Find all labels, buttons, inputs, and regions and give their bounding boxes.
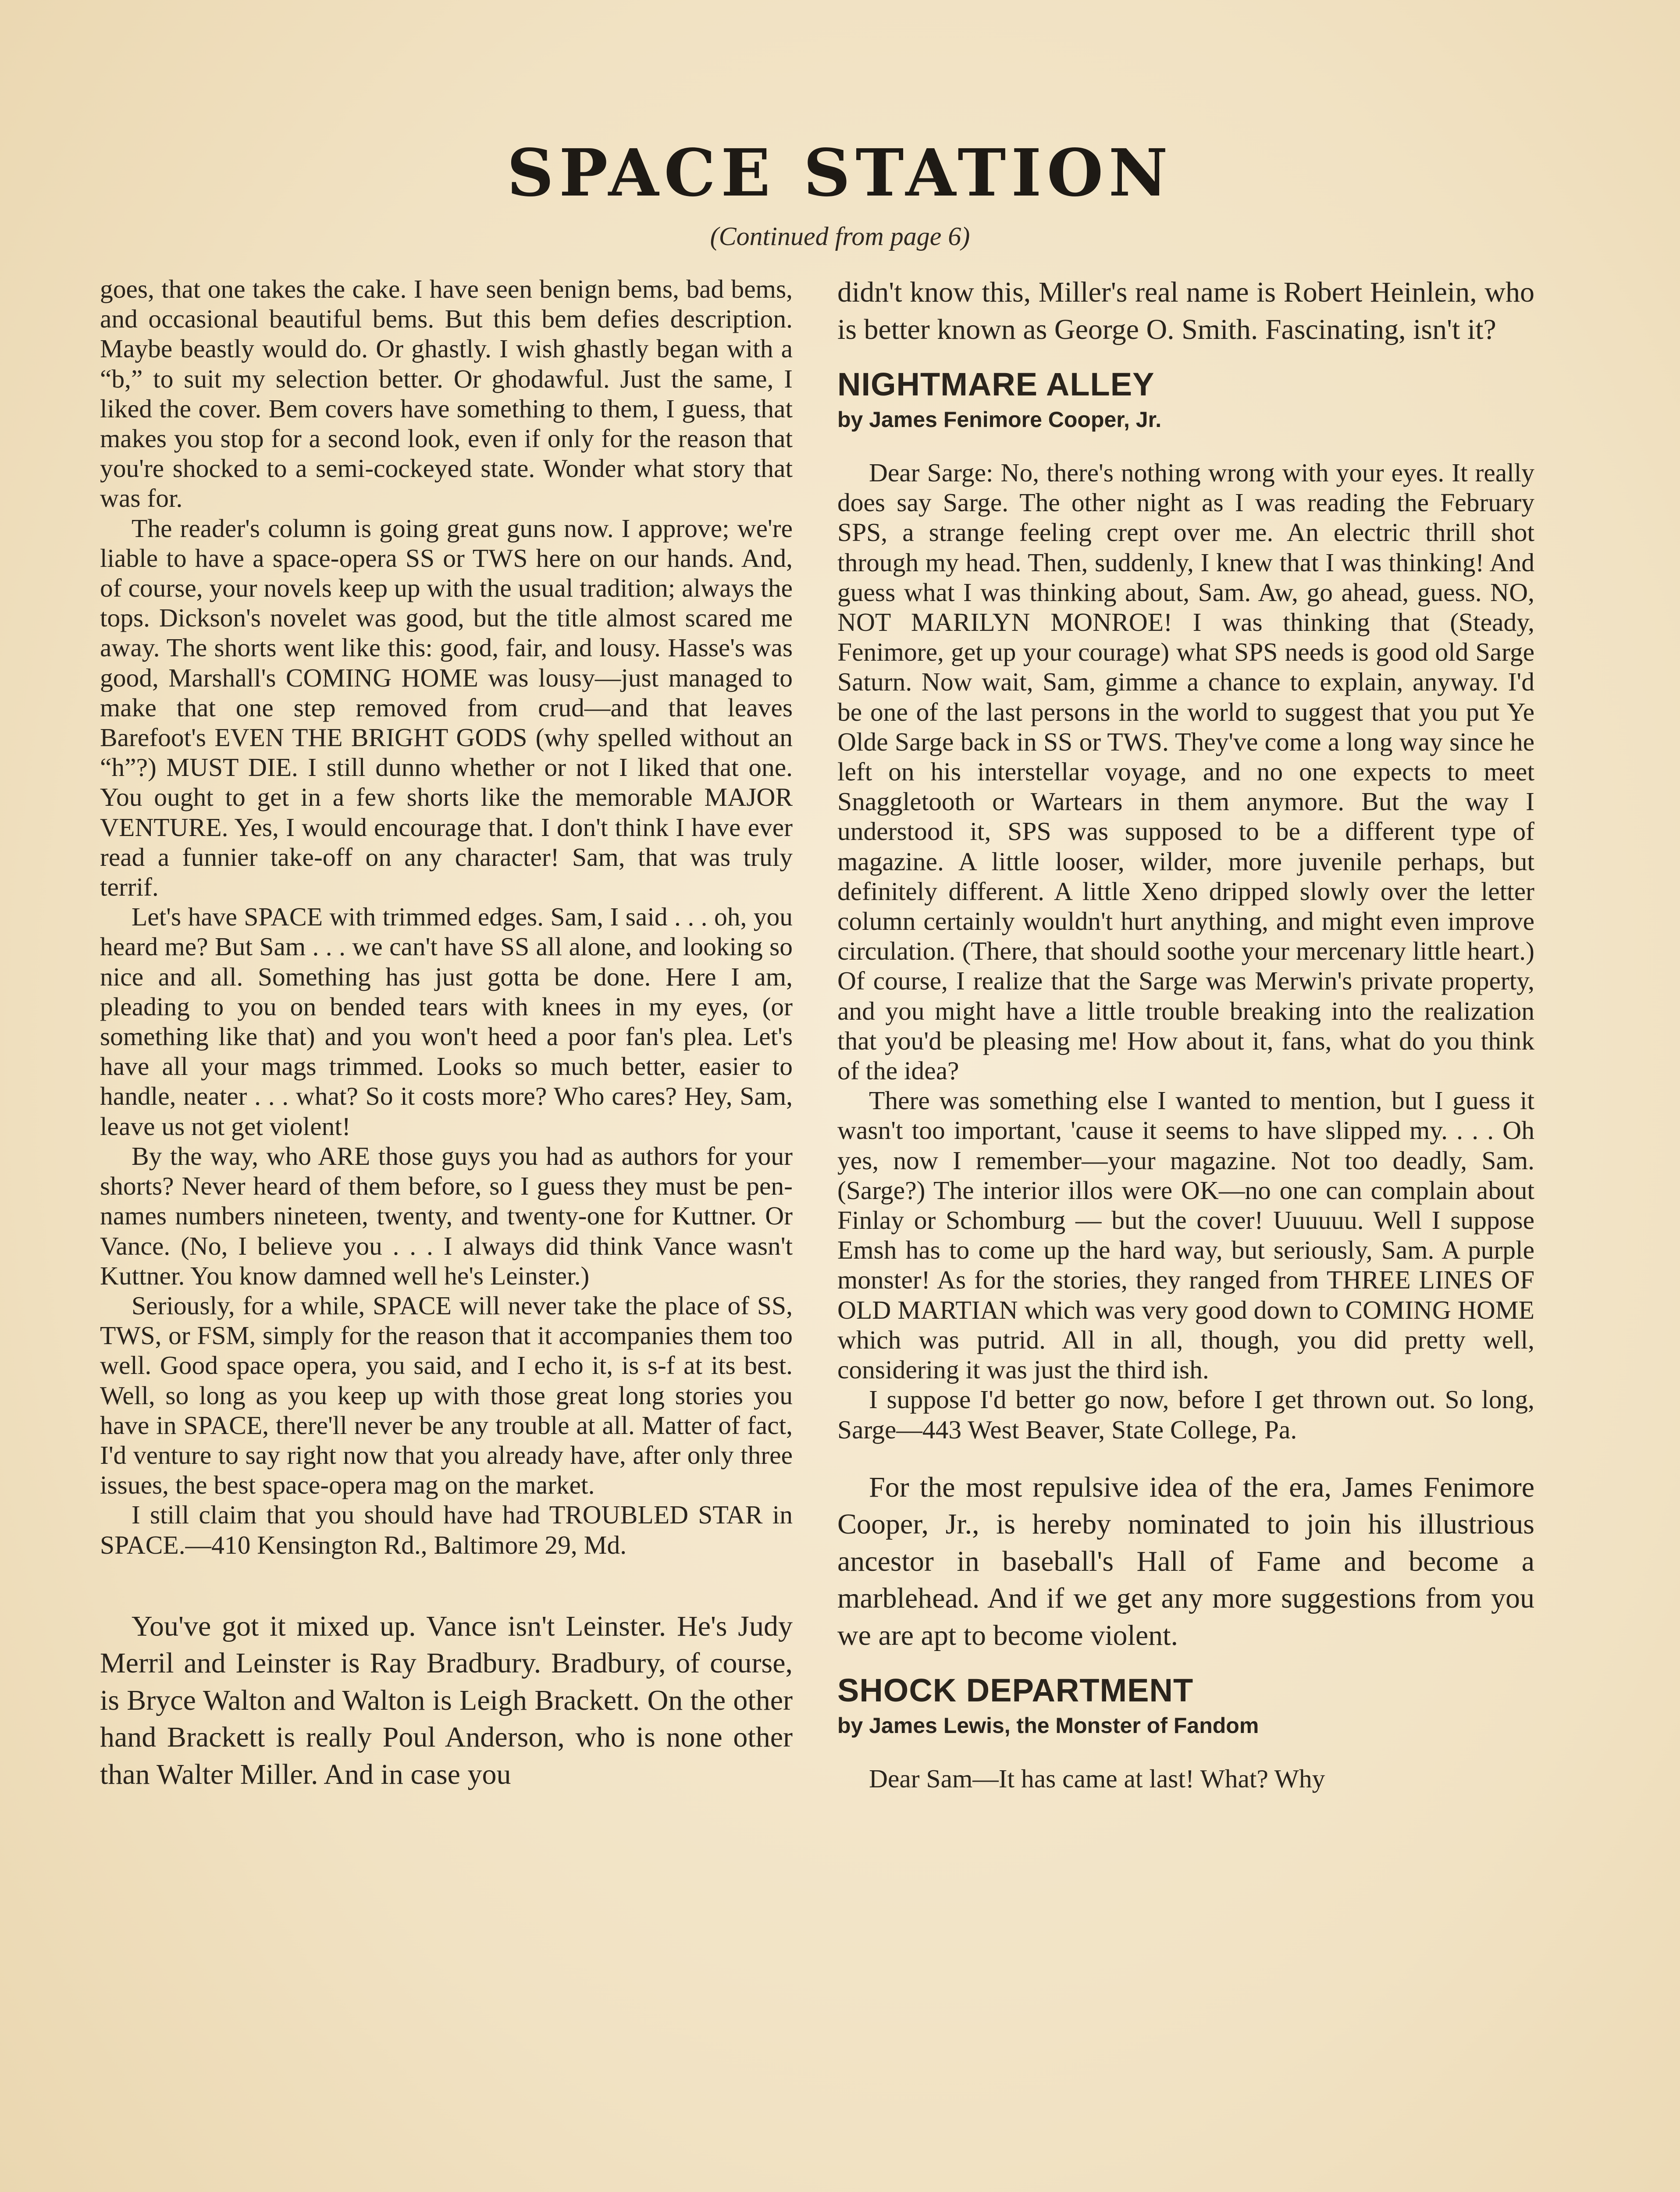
letter1-paragraph: Let's have SPACE with trimmed edges. Sam, I said . . . oh, you heard me? But Sam . . . we can't have SS all alone, and looking so nice and all. Something has just gotta be done. Here I am, pleading to you on bended tears with knees in my eyes, (or something like that) and you won't heed a poor fan's plea. Let's have all your mags trimmed. Looks so much better, easier to handle, neater . . . what? So it costs more? Who cares? Hey, Sam, leave us not get violent! [100,902,793,1141]
left-column [100,274,793,1793]
editor-reply: You've got it mixed up. Vance isn't Leinster. He's Judy Merril and Leinster is Ray Bradbury. Bradbury, of course, is Bryce Walton and Walton is Leigh Brackett. On the other hand Brackett is really Poul Anderson, who is none other than Walter Miller. And in case you [100,1610,793,1790]
letter1-paragraph: By the way, who ARE those guys you had as authors for your shorts? Never heard of them before, so I guess they must be pen-names numbers nineteen, twenty, and twenty-one for Kuttner. Or Vance. (No, I believe you . . . I always did think Vance wasn't Kuttner. You know damned well he's Leinster.) [100,1141,793,1290]
letter1-paragraph: The reader's column is going great guns now. I approve; we're liable to have a space-opera SS or TWS here on our hands. And, of course, your novels keep up with the usual tradition; always the tops. Dickson's novelet was good, but the title almost scared me away. The shorts went like this: good, fair, and lousy. Hasse's was good, Marshall's COMING HOME was lousy—just managed to make that one step removed from crud—and that leaves Barefoot's EVEN THE BRIGHT GODS (why spelled without an “h”?) MUST DIE. I still dunno whether or not I liked that one. You ought to get in a few shorts like the memorable MAJOR VENTURE. Yes, I would encourage that. I don't think I have ever read a funnier take-off on any character! Sam, that was truly terrif. [100,513,793,902]
letter1-paragraph: goes, that one takes the cake. I have seen benign bems, bad bems, and occasional beautiful bems. But this bem defies description. Maybe beastly would do. Or ghastly. I wish ghastly began with a “b,” to suit my selection better. Or ghodawful. Just the same, I liked the cover. Bem covers have something to them, I guess, that makes you stop for a second look, even if only for the reason that you're shocked to a semi-cockeyed state. Wonder what story that was for. [100,274,793,513]
letter2-paragraph: I suppose I'd better go now, before I get thrown out. So long, Sarge—443 West Beaver, State College, Pa. [837,1385,1534,1444]
editor-reply: For the most repulsive idea of the era, James Fenimore Cooper, Jr., is hereby nominated to join his illustrious ancestor in baseball's Hall of Fame and become a marblehead. And if we get any more suggestions from you we are apt to become violent. [837,1471,1534,1651]
continued-note: (Continued from page 6) [710,222,970,251]
page-title: SPACE STATION [507,135,1173,211]
letter2-paragraph: Dear Sarge: No, there's nothing wrong with your eyes. It really does say Sarge. The other night as I was reading the February SPS, a strange feeling crept over me. An electric thrill shot through my head. Then, suddenly, I knew that I was thinking! And guess what I was thinking about, Sam. Aw, go ahead, guess. NO, NOT MARILYN MONROE! I was thinking that (Steady, Fenimore, get up your courage) what SPS needs is good old Sarge Saturn. Now wait, Sam, gimme a chance to explain, anyway. I'd be one of the last persons in the world to suggest that you put Ye Olde Sarge back in SS or TWS. They've come a long way since he left on his interstellar voyage, and no one expects to meet Snaggletooth or Wartears in them anymore. But the way I understood it, SPS was supposed to be a different type of magazine. A little looser, wilder, more juvenile perhaps, but definitely different. A little Xeno dripped slowly over the letter column certainly wouldn't hurt anything, and might even improve circulation. (There, that should soothe your mercenary little heart.) Of course, I realize that the Sarge was Merwin's private property, and you might have a little trouble breaking into the realization that you'd be pleasing me! How about it, fans, what do you think of the idea? [837,458,1534,1085]
letter1-paragraph: Seriously, for a while, SPACE will never take the place of SS, TWS, or FSM, simply for the reason that it accompanies them too well. Good space opera, you said, and I echo it, is s-f at its best. Well, so long as you keep up with those great long stories you have in SPACE, there'll never be any trouble at all. Matter of fact, I'd venture to say right now that you already have, after only three issues, the best space-opera mag on the market. [100,1291,793,1500]
letter-heading: SHOCK DEPARTMENT [837,1672,1194,1709]
right-column [837,274,1534,1793]
letter2-paragraph: There was something else I wanted to mention, but I guess it wasn't too important, 'cause it seems to have slipped my. . . . Oh yes, now I remember—your magazine. Not too deadly, Sam. (Sarge?) The interior illos were OK—no one can complain about Finlay or Schomburg — but the cover! Uuuuuu. Well I suppose Emsh has to come up the hard way, but seriously, Sam. A purple monster! As for the stories, they ranged from THREE LINES OF OLD MARTIAN which was very good down to COMING HOME which was putrid. All in all, though, you did pretty well, considering it was just the third ish. [837,1086,1534,1384]
letter1-signoff: I still claim that you should have had TROUBLED STAR in SPACE.—410 Kensington Rd., Baltimore 29, Md. [100,1500,793,1559]
letter-byline: by James Fenimore Cooper, Jr. [837,407,1162,432]
letter-byline: by James Lewis, the Monster of Fandom [837,1713,1259,1738]
editor-reply-continued: didn't know this, Miller's real name is Robert Heinlein, who is better known as George O. Smith. Fascinating, isn't it? [837,276,1534,345]
letter3-paragraph: Dear Sam—It has came at last! What? Why [869,1764,1325,1793]
letter-heading: NIGHTMARE ALLEY [837,366,1155,402]
